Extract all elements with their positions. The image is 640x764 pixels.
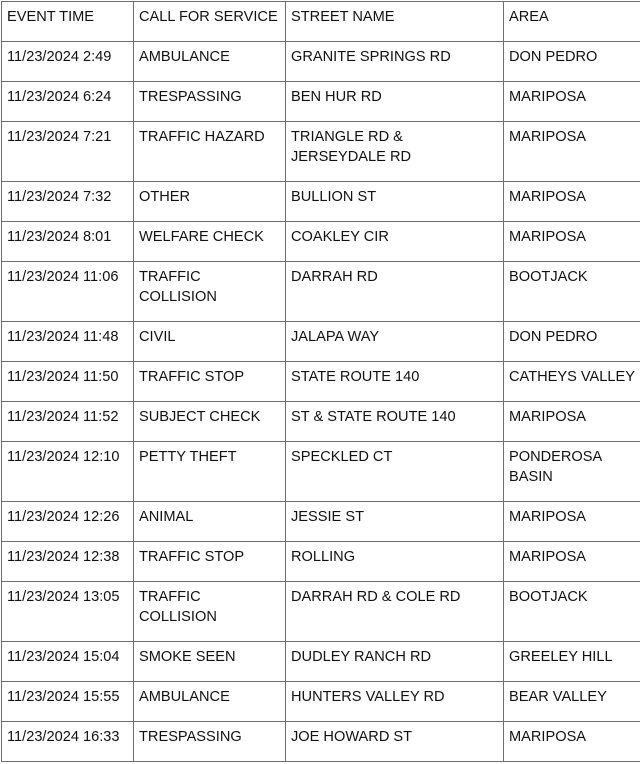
table-row	[2, 442, 640, 502]
street-name-cell: BULLION ST	[286, 182, 504, 222]
event-time-cell: 11/23/2024 11:06	[2, 262, 134, 322]
call-type-cell: ANIMAL	[134, 502, 286, 542]
event-time-cell: 11/23/2024 8:01	[2, 222, 134, 262]
table-header-row	[2, 2, 640, 42]
call-type-cell: TRESPASSING	[134, 82, 286, 122]
call-type-cell: TRESPASSING	[134, 722, 286, 762]
call-type-cell: WELFARE CHECK	[134, 222, 286, 262]
event-time-cell: 11/23/2024 16:33	[2, 722, 134, 762]
area-cell: BOOTJACK	[504, 262, 640, 322]
call-type-cell: TRAFFIC COLLISION	[134, 582, 286, 642]
street-name-cell: JESSIE ST	[286, 502, 504, 542]
table-row	[2, 182, 640, 222]
street-name-cell: DARRAH RD & COLE RD	[286, 582, 504, 642]
area-cell: MARIPOSA	[504, 182, 640, 222]
call-type-cell: TRAFFIC COLLISION	[134, 262, 286, 322]
area-cell: MARIPOSA	[504, 542, 640, 582]
column-header-street-name: STREET NAME	[286, 2, 504, 42]
table-row	[2, 362, 640, 402]
call-type-cell: TRAFFIC HAZARD	[134, 122, 286, 182]
street-name-cell: STATE ROUTE 140	[286, 362, 504, 402]
area-cell: DON PEDRO	[504, 42, 640, 82]
call-type-cell: TRAFFIC STOP	[134, 362, 286, 402]
event-time-cell: 11/23/2024 15:04	[2, 642, 134, 682]
event-time-cell: 11/23/2024 7:21	[2, 122, 134, 182]
street-name-cell: HUNTERS VALLEY RD	[286, 682, 504, 722]
table-row	[2, 682, 640, 722]
call-type-cell: SUBJECT CHECK	[134, 402, 286, 442]
street-name-cell: BEN HUR RD	[286, 82, 504, 122]
table-row	[2, 262, 640, 322]
street-name-cell: COAKLEY CIR	[286, 222, 504, 262]
event-time-cell: 11/23/2024 12:26	[2, 502, 134, 542]
event-time-cell: 11/23/2024 7:32	[2, 182, 134, 222]
street-name-cell: JOE HOWARD ST	[286, 722, 504, 762]
column-header-area: AREA	[504, 2, 640, 42]
street-name-cell: SPECKLED CT	[286, 442, 504, 502]
call-type-cell: AMBULANCE	[134, 42, 286, 82]
column-header-event-time: EVENT TIME	[2, 2, 134, 42]
area-cell: DON PEDRO	[504, 322, 640, 362]
table-row	[2, 502, 640, 542]
area-cell: GREELEY HILL	[504, 642, 640, 682]
event-time-cell: 11/23/2024 15:55	[2, 682, 134, 722]
street-name-cell: TRIANGLE RD & JERSEYDALE RD	[286, 122, 504, 182]
table-row	[2, 402, 640, 442]
table-row	[2, 222, 640, 262]
call-type-cell: OTHER	[134, 182, 286, 222]
event-time-cell: 11/23/2024 6:24	[2, 82, 134, 122]
street-name-cell: GRANITE SPRINGS RD	[286, 42, 504, 82]
table-row	[2, 322, 640, 362]
street-name-cell: ROLLING	[286, 542, 504, 582]
table-row	[2, 722, 640, 762]
table-row	[2, 542, 640, 582]
area-cell: PONDEROSA BASIN	[504, 442, 640, 502]
street-name-cell: ST & STATE ROUTE 140	[286, 402, 504, 442]
call-type-cell: AMBULANCE	[134, 682, 286, 722]
table-row	[2, 642, 640, 682]
table-row	[2, 122, 640, 182]
table-row	[2, 582, 640, 642]
area-cell: MARIPOSA	[504, 222, 640, 262]
street-name-cell: DARRAH RD	[286, 262, 504, 322]
area-cell: MARIPOSA	[504, 122, 640, 182]
event-time-cell: 11/23/2024 11:52	[2, 402, 134, 442]
call-type-cell: TRAFFIC STOP	[134, 542, 286, 582]
street-name-cell: JALAPA WAY	[286, 322, 504, 362]
event-time-cell: 11/23/2024 12:10	[2, 442, 134, 502]
call-type-cell: PETTY THEFT	[134, 442, 286, 502]
area-cell: BOOTJACK	[504, 582, 640, 642]
area-cell: MARIPOSA	[504, 722, 640, 762]
event-time-cell: 11/23/2024 13:05	[2, 582, 134, 642]
area-cell: MARIPOSA	[504, 502, 640, 542]
column-header-call-for-service: CALL FOR SERVICE	[134, 2, 286, 42]
call-log-table	[1, 1, 640, 762]
event-time-cell: 11/23/2024 11:48	[2, 322, 134, 362]
table-row	[2, 82, 640, 122]
area-cell: MARIPOSA	[504, 402, 640, 442]
call-type-cell: CIVIL	[134, 322, 286, 362]
event-time-cell: 11/23/2024 2:49	[2, 42, 134, 82]
call-type-cell: SMOKE SEEN	[134, 642, 286, 682]
area-cell: BEAR VALLEY	[504, 682, 640, 722]
street-name-cell: DUDLEY RANCH RD	[286, 642, 504, 682]
event-time-cell: 11/23/2024 11:50	[2, 362, 134, 402]
event-time-cell: 11/23/2024 12:38	[2, 542, 134, 582]
table-row	[2, 42, 640, 82]
area-cell: CATHEYS VALLEY	[504, 362, 640, 402]
area-cell: MARIPOSA	[504, 82, 640, 122]
